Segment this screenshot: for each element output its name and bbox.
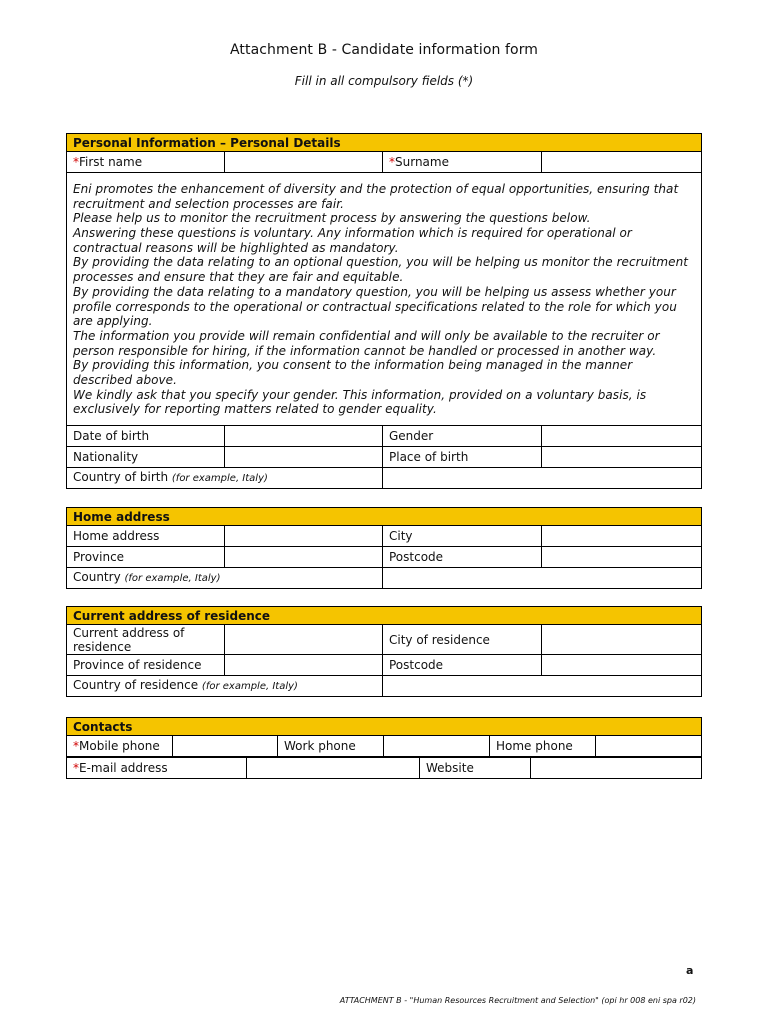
city-of-residence-label: City of residence xyxy=(383,625,542,655)
country-field[interactable] xyxy=(383,568,702,589)
gender-label: Gender xyxy=(383,426,542,447)
place-of-birth-field[interactable] xyxy=(542,447,702,468)
surname-label: *Surname xyxy=(383,152,542,173)
form-subtitle: Fill in all compulsory fields (*) xyxy=(294,74,474,88)
notice-paragraph: The information you provide will remain confidential and will only be available to the recruiter or person responsible for hiring, if the information cannot be handled or processed in another way. xyxy=(73,328,660,358)
first-name-label: *First name xyxy=(67,152,225,173)
residence-address-header: Current address of residence xyxy=(67,607,702,625)
home-phone-field[interactable] xyxy=(596,736,702,757)
current-address-label: Current address of residence xyxy=(67,625,225,655)
first-name-field[interactable] xyxy=(225,152,383,173)
contacts-table xyxy=(66,717,702,757)
mobile-phone-label: *Mobile phone xyxy=(67,736,173,757)
notice-paragraph: By providing the data relating to a mandatory question, you will be helping us assess whether your profile corresponds to the operational or contractual specifications related to the role for which you are applying. xyxy=(73,284,677,329)
place-of-birth-label: Place of birth xyxy=(383,447,542,468)
page-footer: ATTACHMENT B - "Human Resources Recruitment and Selection" (opi hr 008 eni spa r02) xyxy=(339,996,696,1005)
country-of-birth-label: Country of birth (for example, Italy) xyxy=(67,468,383,489)
current-address-field[interactable] xyxy=(225,625,383,655)
email-field[interactable] xyxy=(247,758,420,779)
country-of-residence-label: Country of residence (for example, Italy) xyxy=(67,676,383,697)
province-of-residence-label: Province of residence xyxy=(67,655,225,676)
postcode-field[interactable] xyxy=(542,547,702,568)
contacts-header: Contacts xyxy=(67,718,702,736)
country-label: Country (for example, Italy) xyxy=(67,568,383,589)
home-address-header: Home address xyxy=(67,508,702,526)
country-of-birth-field[interactable] xyxy=(383,468,702,489)
residence-postcode-label: Postcode xyxy=(383,655,542,676)
notice-paragraph: By providing the data relating to an optional question, you will be helping us monitor the recruitment processes and ensure that they are fair and equitable. xyxy=(73,255,688,285)
personal-details-table xyxy=(66,133,702,489)
website-field[interactable] xyxy=(531,758,702,779)
page-mark: a xyxy=(686,964,694,977)
required-marker: * xyxy=(73,739,79,753)
date-of-birth-label: Date of birth xyxy=(67,426,225,447)
notice-paragraph: Answering these questions is voluntary. Any information which is required for operational or contractual reasons will be highlighted as mandatory. xyxy=(73,225,632,255)
city-label: City xyxy=(383,526,542,547)
nationality-label: Nationality xyxy=(67,447,225,468)
notice-paragraph: Please help us to monitor the recruitment process by answering the questions below. xyxy=(73,211,591,226)
province-label: Province xyxy=(67,547,225,568)
website-label: Website xyxy=(420,758,531,779)
province-field[interactable] xyxy=(225,547,383,568)
email-label: *E-mail address xyxy=(67,758,247,779)
province-of-residence-field[interactable] xyxy=(225,655,383,676)
date-of-birth-field[interactable] xyxy=(225,426,383,447)
notice-paragraph: By providing this information, you consent to the information being managed in the manner described above. xyxy=(73,358,633,388)
required-marker: * xyxy=(73,761,79,775)
gender-field[interactable] xyxy=(542,426,702,447)
city-of-residence-field[interactable] xyxy=(542,625,702,655)
diversity-notice xyxy=(67,173,702,426)
notice-paragraph: We kindly ask that you specify your gender. This information, provided on a voluntary basis, is exclusively for reporting matters related to gender equality. xyxy=(73,387,647,417)
country-of-residence-field[interactable] xyxy=(383,676,702,697)
nationality-field[interactable] xyxy=(225,447,383,468)
personal-details-header: Personal Information – Personal Details xyxy=(67,134,702,152)
postcode-label: Postcode xyxy=(383,547,542,568)
city-field[interactable] xyxy=(542,526,702,547)
form-title: Attachment B - Candidate information form xyxy=(229,42,539,58)
mobile-phone-field[interactable] xyxy=(173,736,278,757)
surname-field[interactable] xyxy=(542,152,702,173)
required-marker: * xyxy=(389,155,395,169)
home-address-table xyxy=(66,507,702,589)
required-marker: * xyxy=(73,155,79,169)
residence-address-table xyxy=(66,606,702,697)
notice-paragraph: Eni promotes the enhancement of diversity and the protection of equal opportunities, ensuring that recruitment and selection processes are fair. xyxy=(73,181,679,211)
residence-postcode-field[interactable] xyxy=(542,655,702,676)
work-phone-field[interactable] xyxy=(384,736,490,757)
home-address-label: Home address xyxy=(67,526,225,547)
home-phone-label: Home phone xyxy=(490,736,596,757)
work-phone-label: Work phone xyxy=(278,736,384,757)
home-address-field[interactable] xyxy=(225,526,383,547)
contacts-email-table xyxy=(66,757,702,779)
